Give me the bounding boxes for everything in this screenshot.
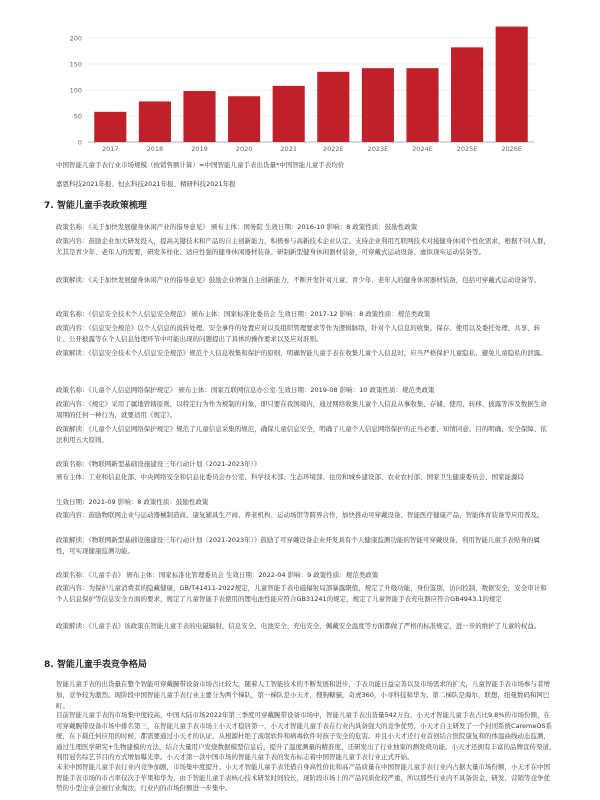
policy-5-content: 政策内容：为保护儿童消费者的隐藏健康，GB/T41411-2022规定，儿童智能手表电磁辐射局部暴露限值，规定了升级功能，身份鉴别，访问控制，数据安全，安全审计和个人信息保护等信息安全方面的要求，规定了儿童智能手表使用的锂电池性能应符合GB31241的规定，规定了儿童智能手表充电器应符合GB4943.1的规定 [56, 584, 547, 603]
policy-2-content: 政策内容：《信息安全规范》以个人信息的流转处理、安全事件的处置应对以及组织管理要求等作为逻辑脉络，针对个人信息的收集、保存、使用以及委托处理、共享、转让、公开披露等在个人信息处理环节中可能出现的问题提出了具体的操作要求以及应对准则。 [56, 324, 541, 343]
x-tick-label: 2019 [191, 145, 208, 153]
policy-4-interpretation: 政策解读：《物联网新型基础设施建设三年行动计划（2021-2023年）》鼓励了可穿戴设备企业开发具有个人健康监测功能的智能可穿戴设备，利用智能儿童手表贴身的属性，可实现健康监测功能。 [56, 536, 540, 555]
policy-1-interpretation: 政策解读：《关于加快发展健身休闲产业的指导意见》鼓励企业增强自主创新能力，不断开发针对儿童、青少年、老年人的健身休闲器材装备，包括可穿戴式运动设备等。 [56, 276, 541, 284]
section-7-heading: 7. 智能儿童手表政策梳理 [44, 201, 147, 211]
x-tick-label: 2020 [235, 145, 253, 153]
y-tick-label: 100 [69, 86, 82, 95]
x-tick-label: 2021 [280, 145, 297, 153]
chart-x-ticks [102, 145, 522, 153]
y-tick-label: 50 [73, 112, 82, 121]
y-tick-label: 200 [69, 34, 82, 43]
policy-3-meta: 政策名称：《儿童个人信息网络保护规定》 颁布主体：国家互联网信息办公室 生效日期：2019-08 影响：10 政策性质：规范类政策 [56, 386, 435, 394]
chart-source: 嘉恩科技2021年报、恒玄科技2021年报、精研科技2021年报 [56, 180, 236, 188]
chart-bars [94, 27, 528, 142]
x-tick-label: 2026E [501, 145, 523, 153]
section-8-paragraph-3: 未来中国智能儿童手表行业内竞争加剧，市场集中度提升。小天才智能儿童手表凭借自身高性价比和高产品质量在中国智能儿童手表行业内占据大量市场份额，小天才在中国智能手表市场的市占率仅次于苹果和华为。由于智能儿童手表核心技术研发时间较长，现阶段市场上的产品同质化较严重，所以那些行业内不具备资金、研发、营销等竞争优势的小型企业会被行业淘汰，行业内的市场份额进一步集中。 [56, 763, 550, 793]
chart-bar [496, 27, 528, 142]
x-tick-label: 2017 [102, 145, 119, 153]
x-tick-label: 2024E [412, 145, 433, 153]
chart-y-ticks [70, 35, 82, 147]
chart-bar [406, 68, 438, 142]
chart-bar [139, 101, 171, 142]
chart-bar [317, 72, 349, 142]
chart-bar [362, 68, 394, 142]
chart-caption: 中国智能儿童手表行业市场规模（按销售额计算）=中国智能儿童手表出货量*中国智能儿童手表均价 [56, 161, 345, 169]
policy-4-meta: 政策名称：《物联网新型基础设施建设三年行动计划（2021-2023年）》 [56, 460, 261, 468]
x-tick-label: 2023E [367, 145, 389, 153]
chart-bar [228, 96, 260, 142]
policy-1-content: 政策内容：鼓励企业加大研发投入，提高关键技术和产品的自主创新能力，积极参与高新技术企业认定。支持企业利用互联网技术对接健身休闲个性化需求，根据不同人群，尤其是青少年、老年人的需要，研发多样化、适应性强的健身休闲器材装备。研制新型健身休闲器材装备，可穿戴式运动设备、虚拟现实运动装备等。 [56, 237, 550, 256]
x-tick-label: 2025E [456, 145, 478, 153]
section-8-paragraph-1: 智能儿童手表的出货量在整个智能可穿戴腕带设备市场占比较大，随着人工智能技术的不断发展和进步，手表功能日益完善以及市场需求的扩大，儿童智能手表市场参与者增加，竞争较为激烈。现阶段中国智能儿童手表行业主要分为两个梯队，第一梯队是小天才，搜狗糖猫，奇虎360，小寻科技和华为。第二梯队是海尔，联想，纽曼数码和阿巴町。 [56, 680, 550, 710]
section-8-paragraph-2: 目前智能儿童手表的市场集中度较高，中国大陆市场2022年第三季度可穿戴腕带设备市场中，智能儿童手表出货量542万台，小天才智能儿童手表占比9.8%的市场份额，在可穿戴腕带设备市场中排名第三，在智能儿童手表市场上小天才稳居第一，小天才智能儿童手表在行业内具备强大的竞争优势，小天才自主研发了一个封闭系统CaremeOS系统，在下载任何应用的时候，都需要通过小天才的认证，从根源杜绝了流氓软件和病毒软件对孩子安全的危害。并且小天才还行业首创结合医院康复和的体温曲线动态监测，通过生理医学研究+生物建模的方法，结合大量用户发烧数据模型信息后，提升了温度测量的精准度，还研发出了行业独家的测发烧功能。小天才还拥有丰富的品牌宣传渠道，利用冠名综艺节目的方式增加曝光率。小天才第一款中国市场的智能儿童手表的发布标志着中国智能儿童手表行业正式开始。 [56, 711, 556, 762]
y-tick-label: 150 [69, 60, 82, 69]
policy-3-interpretation: 政策解读：《儿童个人信息网络保护规定》规范了儿童信息采集的规范，确保儿童信息安全，明确了儿童个人信息网络保护的正当必要、知情同意、目的明确、安全保障、依法利用五大原则。 [56, 425, 547, 444]
bar-chart [0, 0, 600, 158]
policy-2-interpretation: 政策解读：《信息安全技术个人信息安全规范》规范个人信息收集和保护的原则，明确智能儿童手表在收集儿童个人信息时，应当严格保护儿童隐私，避免儿童隐私的泄露。 [56, 349, 547, 357]
section-8-heading: 8. 智能儿童手表竞争格局 [44, 660, 147, 670]
policy-1-meta: 政策名称：《关于加快发展健身休闲产业的指导意见》 颁布主体：国务院 生效日期：2016-10 影响：8 政策性质：鼓励性政策 [56, 223, 418, 231]
policy-4-issuers: 颁布主体：工业和信息化部、中央网络安全和信息化委员会办公室、科学技术部、生态环境部、住房和城乡建设部、农业农村部、国家卫生健康委员会、国家能源局 [56, 473, 524, 481]
chart-bar [94, 112, 126, 142]
chart-bar [273, 86, 305, 142]
policy-2-meta: 政策名称：《信息安全技术个人信息安全规范》 颁布主体：国家标准化委员会 生效日期：2017-12 影响：8 政策性质：规范类政策 [56, 310, 431, 318]
y-tick-label: 0 [77, 138, 82, 147]
policy-5-meta: 政策名称：《儿童手表》 颁布主体：国家标准化管理委员会 生效日期：2022-04 影响：9 政策性质：规范类政策 [56, 571, 379, 579]
x-tick-label: 2022E [322, 145, 344, 153]
policy-4-content: 政策内容：鼓励物联网企业与运动器械制造商、康复辅具生产商、养老机构、运动场馆等跨界合作，加快推动可穿戴设备、智能医疗健康产品、智能体育装备等应用普及。 [56, 511, 544, 519]
policy-5-interpretation: 政策解读：《儿童手表》该政策在智能儿童手表的电磁辐射、信息安全、电池安全、充电安全、佩戴安全温度等方面都做了严格的标准规定，进一步的维护了儿童的权益。 [56, 622, 541, 630]
policy-3-content: 政策内容：《规定》采用了属地管辖原则，以特定行为作为规制的对象，即只要在我国境内，通过网络收集儿童个人信息从事收集、存储、使用、转移、披露等涉及数据生命周期的任何一种行为，就要适用《规定》。 [56, 400, 547, 419]
chart-bar [451, 47, 483, 142]
x-tick-label: 2018 [146, 145, 164, 153]
chart-bar [183, 91, 215, 142]
policy-4-date: 生效日期：2021-09 影响：8 政策性质：鼓励性政策 [56, 498, 209, 506]
